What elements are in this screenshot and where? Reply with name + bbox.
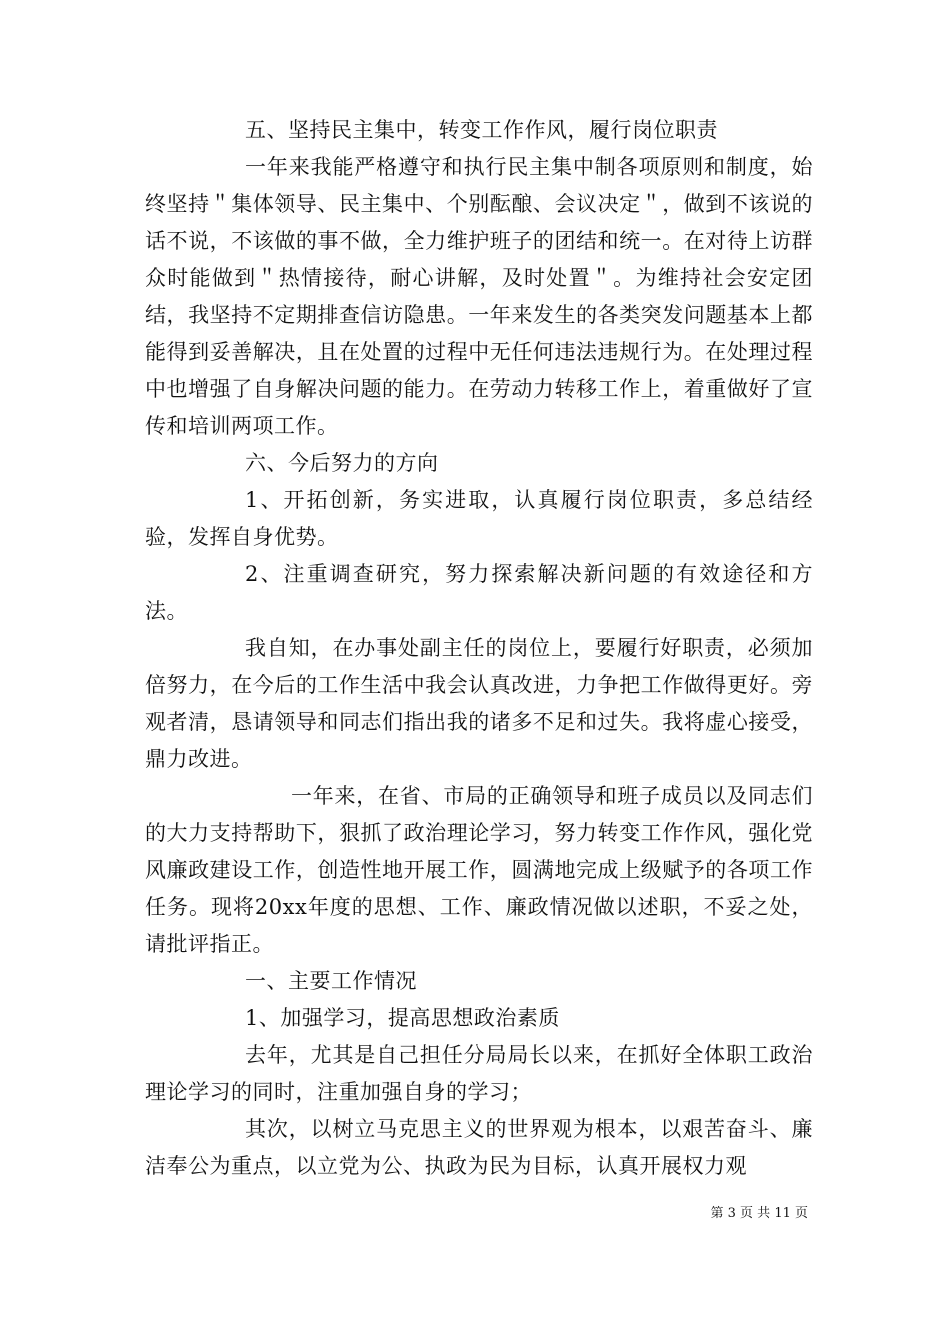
page-number: 第 3 页 共 11 页 [710,1206,808,1221]
list-item-2: 2、注重调查研究，努力探索解决新问题的有效途径和方法。 [145,562,813,623]
paragraph-democratic-centralism: 一年来我能严格遵守和执行民主集中制各项原则和制度，始终坚持＂集体领导、民主集中、个别酝酿、会议决定＂，做到不该说的话不说，不该做的事不做，全力维护班子的团结和统一。在对待上访群众时能做到＂热情接待，耐心讲解，及时处置＂。为维持社会安定团结，我坚持不定期排查信访隐患。一年来发生的各类突发问题基本上都能得到妥善解决，且在处置的过程中无任何违法违规行为。在处理过程中也增强了自身解决问题的能力。在劳动力转移工作上，着重做好了宣传和培训两项工作。 [145,155,813,438]
paragraph-worldview: 其次，以树立马克思主义的世界观为根本，以艰苦奋斗、廉洁奉公为重点，以立党为公、执政为民为目标，认真开展权力观 [145,1117,813,1178]
document-body [145,112,813,1185]
list-item-1: 1、开拓创新，务实进取，认真履行岗位职责，多总结经验，发挥自身优势。 [145,488,813,549]
paragraph-annual-summary: 一年来，在省、市局的正确领导和班子成员以及同志们的大力支持帮助下，狠抓了政治理论学习，努力转变工作作风，强化党风廉政建设工作，创造性地开展工作，圆满地完成上级赋予的各项工作任务。现将20xx年度的思想、工作、廉政情况做以述职，不妥之处，请批评指正。 [145,784,813,956]
subsection-heading-1: 1、加强学习，提高思想政治素质 [245,1006,560,1030]
section-heading-6: 六、今后努力的方向 [245,451,439,475]
section-heading-1: 一、主要工作情况 [245,969,417,993]
paragraph-study: 去年，尤其是自己担任分局局长以来，在抓好全体职工政治理论学习的同时，注重加强自身的学习； [145,1043,813,1104]
section-heading-5: 五、坚持民主集中，转变工作作风，履行岗位职责 [245,118,718,142]
paragraph-self-reflection: 我自知，在办事处副主任的岗位上，要履行好职责，必须加倍努力，在今后的工作生活中我会认真改进，力争把工作做得更好。旁观者清，恳请领导和同志们指出我的诸多不足和过失。我将虚心接受，鼎力改进。 [145,636,813,771]
